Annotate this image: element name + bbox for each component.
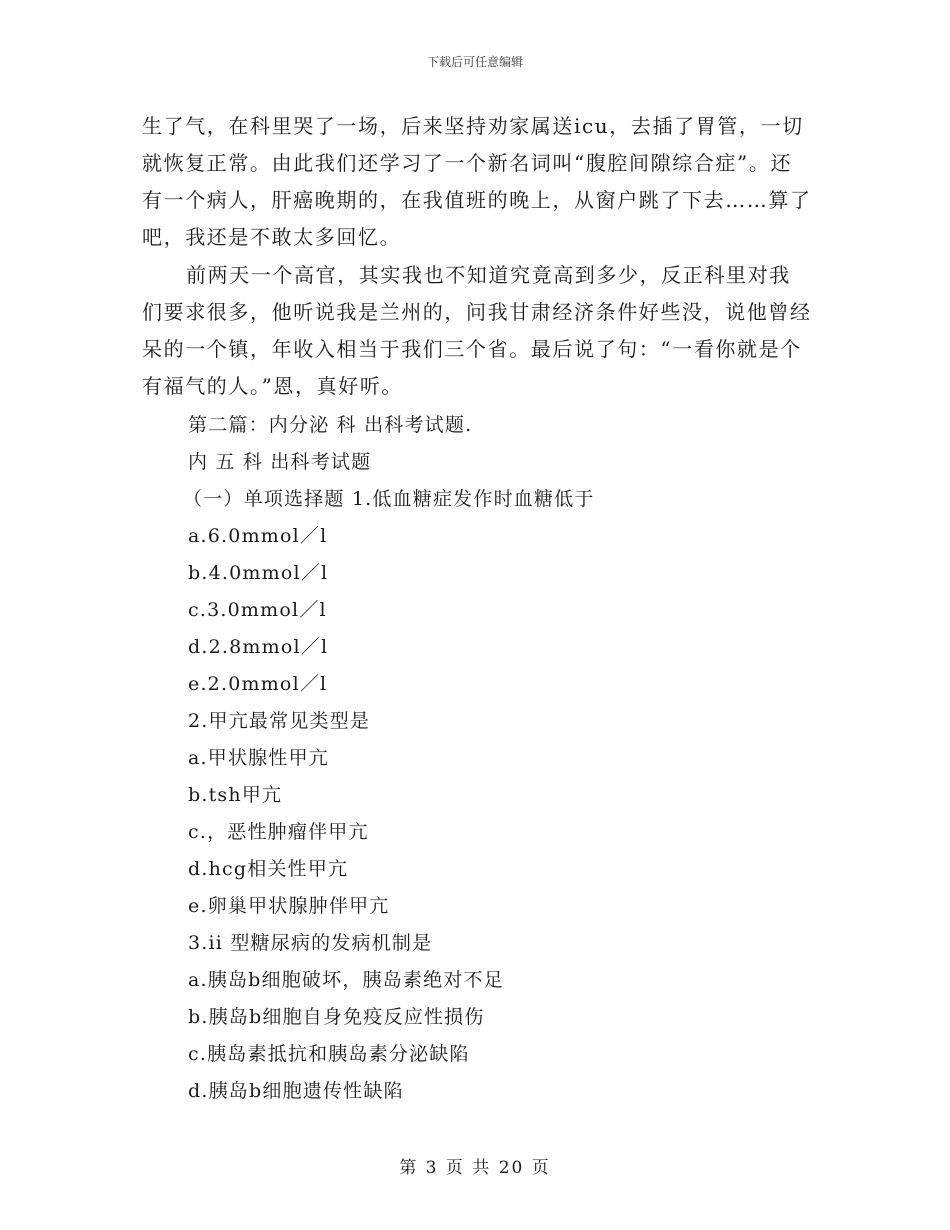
- question-3-option-c: c.胰岛素抵抗和胰岛素分泌缺陷: [188, 1043, 470, 1065]
- question-1-option-e: e.2.0mmol／l: [188, 673, 328, 695]
- paragraph-2: [142, 257, 812, 405]
- page-header: 下载后可任意编辑: [426, 55, 523, 69]
- question-1-option-d: d.2.8mmol／l: [188, 636, 329, 658]
- page-number-footer: 第 3 页 共 20 页: [399, 1158, 551, 1178]
- question-3-option-d: d.胰岛b细胞遗传性缺陷: [188, 1080, 404, 1102]
- question-3: 3.ii 型糖尿病的发病机制是: [188, 932, 433, 954]
- question-1: （一）单项选择题 1.低血糖症发作时血糖低于: [183, 488, 595, 510]
- question-2-option-b: b.tsh甲亢: [188, 784, 283, 806]
- question-3-option-b: b.胰岛b细胞自身免疫反应性损伤: [188, 1006, 485, 1028]
- question-2-option-c: c.，恶性肿瘤伴甲亢: [188, 821, 369, 843]
- paragraph-1: 生了气，在科里哭了一场，后来坚持劝家属送icu，去插了胃管，一切就恢复正常。由此我们还学习了一个新名词叫“腹腔间隙综合症”。还有一个病人，肝癌晚期的，在我值班的晚上，从窗户跳了下去……算了吧，我还是不敢太多回忆。: [142, 114, 812, 249]
- section-title: 第二篇：内分泌 科 出科考试题.: [188, 414, 473, 436]
- question-2-option-e: e.卵巢甲状腺肿伴甲亢: [188, 895, 390, 917]
- question-2: 2.甲亢最常见类型是: [188, 710, 371, 732]
- paragraph-2-text: 前两天一个高官，其实我也不知道究竟高到多少，反正科里对我们要求很多，他听说我是兰州的，问我甘肃经济条件好些没，说他曾经呆的一个镇，年收入相当于我们三个省。最后说了句：“一看你就是个有福气的人。”恩，真好听。: [142, 263, 812, 398]
- question-1-option-b: b.4.0mmol／l: [188, 562, 329, 584]
- question-2-option-a: a.甲状腺性甲亢: [188, 747, 329, 769]
- question-1-option-a: a.6.0mmol／l: [188, 525, 328, 547]
- question-1-option-c: c.3.0mmol／l: [188, 599, 327, 621]
- question-2-option-d: d.hcg相关性甲亢: [188, 858, 349, 880]
- question-3-option-a: a.胰岛b细胞破坏，胰岛素绝对不足: [188, 969, 504, 991]
- exam-title: 内 五 科 出科考试题: [188, 451, 372, 473]
